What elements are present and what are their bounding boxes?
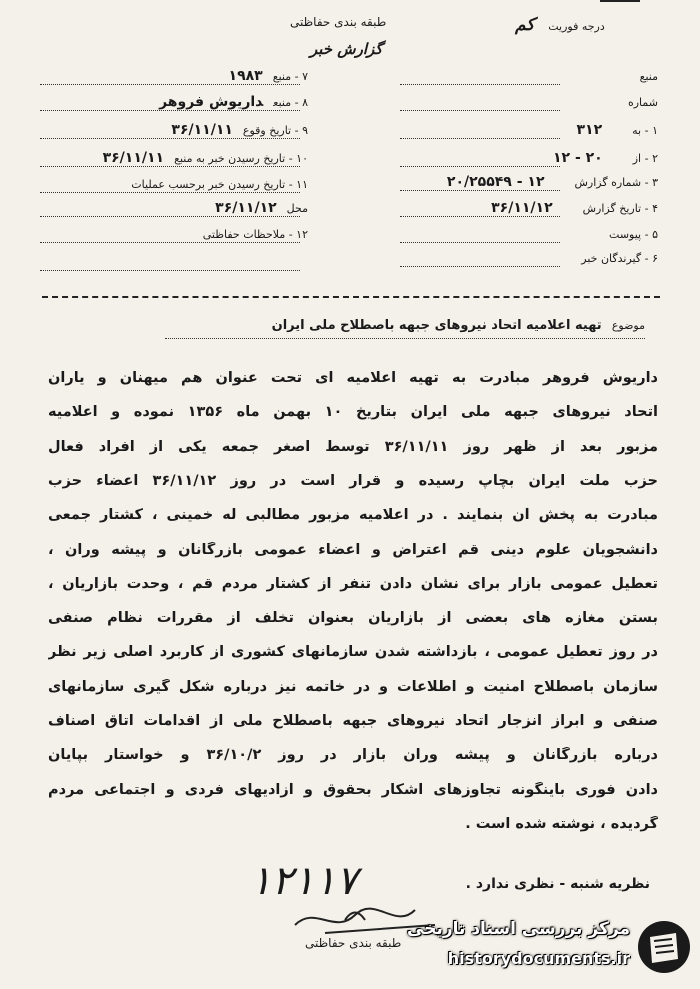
priority-label [515, 15, 605, 35]
field-value: ۱۹۸۳ [228, 68, 263, 84]
top-right-mark [600, 0, 640, 2]
field-dotted-line [400, 84, 560, 85]
left-field [193, 226, 308, 242]
field-value: ۲۰ - ۱۲ [552, 150, 603, 166]
right-field [447, 174, 658, 190]
field-value: داریوش فروهر [159, 94, 264, 110]
body-line: سازمان باصطلاح امنیت و اطلاعات و در خاتمه نیز درباره شکل گیری سازمانهای [48, 678, 658, 695]
right-field [491, 200, 658, 216]
field-dotted-line [400, 110, 560, 111]
subject-label: موضوع [611, 319, 645, 332]
left-field [159, 94, 308, 110]
field-dotted-line [400, 266, 560, 267]
field-value: ۱۲ - ۲۰/۲۵۵۴۹ [446, 174, 545, 190]
body-line: صنفی و ابراز انزجار اتحاد نیروهای جبهه باصطلاح ملی از اقدامات اتاق اصناف [48, 713, 658, 729]
field-label: ۴ - تاریخ گزارش [582, 202, 658, 215]
field-label: منبع [639, 70, 658, 83]
watermark-title: مرکز بررسی اسناد تاریخی [407, 919, 630, 939]
field-label: ۳ - شماره گزارش [574, 176, 658, 189]
field-label: شماره [627, 96, 658, 109]
field-label: ۱۲ - ملاحظات حفاظتی [202, 228, 308, 241]
subject-line [272, 318, 645, 333]
field-value: ۳۱۲ [576, 122, 603, 138]
priority-value: کم [515, 15, 535, 35]
left-field [171, 122, 308, 138]
subject-underline [165, 338, 645, 339]
watermark-url: historydocuments.ir [447, 949, 630, 968]
field-label: ۲ - از [632, 152, 658, 165]
field-value: ۳۶/۱۱/۱۲ [491, 200, 553, 216]
field-label: ۶ - گیرندگان خبر [581, 252, 658, 265]
body-line: گردیده ، نوشته شده است . [465, 815, 658, 832]
report-title: گزارش خبر [310, 40, 383, 58]
document-center-logo-icon [636, 919, 692, 975]
body-line: بستن مغازه های بعضی از بازاریان بعنوان تخلف از مقررات نظام صنفی [48, 610, 658, 627]
field-label: ۸ - منبع [273, 96, 308, 109]
field-label: ۹ - تاریخ وقوع [242, 124, 308, 137]
field-dotted-line [400, 190, 560, 191]
field-dotted-line [400, 242, 560, 243]
field-dotted-line [400, 166, 560, 167]
body-line: اتحاد نیروهای جبهه ملی ایران بتاریخ ۱۰ بهمن ماه ۱۳۵۶ نموده و اعلامیه [48, 404, 658, 421]
field-label: ۱ - به [632, 124, 658, 137]
field-dotted-line [40, 192, 300, 193]
field-label: ۷ - منبع [272, 70, 308, 83]
right-field [598, 94, 658, 110]
body-line: در روز تعطیل عمومی ، بازداشته شدن سازمانهای کشوری از کاربرد اصلی زیر نظر [48, 644, 658, 661]
body-line: مزبور بعد از ظهر روز ۳۶/۱۱/۱۱ توسط اصغر جمعه یکی از افراد فعال [48, 438, 658, 455]
right-field [551, 250, 658, 266]
field-value: ۳۶/۱۱/۱۲ [215, 200, 277, 216]
right-field [577, 122, 658, 138]
right-field [553, 150, 658, 166]
field-dotted-line [40, 84, 300, 85]
priority-label-text: درجه فوریت [548, 20, 605, 33]
field-dotted-line [400, 216, 560, 217]
field-dotted-line [400, 138, 560, 139]
left-field [229, 68, 308, 84]
body-line: مبادرت به پخش آن بنمایند . در اعلامیه مزبور مطالبی له خمینی ، کشتار جمعی [48, 507, 658, 524]
body-line: دادن فوری باینگونه تجاوزهای آشکار بحقوق و آزادیهای فردی و اجتماعی مردم [48, 781, 658, 798]
field-dotted-line [40, 242, 300, 243]
field-value: ۳۶/۱۱/۱۱ [171, 122, 233, 138]
footer-stamp: طبقه بندی حفاظتی [305, 936, 402, 950]
body-line: داریوش فروهر مبادرت به تهیه اعلامیه ای تحت عنوان هم میهنان و یاران [48, 370, 658, 386]
header-divider [42, 296, 660, 298]
body-line: دانشجویان علوم دینی قم اعتراض و اعضاء عمومی بازرگانان و پیشه وران ، [48, 541, 658, 558]
field-dotted-line [40, 216, 300, 217]
left-field [121, 176, 308, 192]
field-dotted-line [40, 270, 300, 271]
field-dotted-line [40, 138, 300, 139]
opinion-line: نظریه شنبه - نظری ندارد . [465, 876, 650, 892]
handwritten-number: ۱۲۱۱۷ [250, 858, 358, 904]
field-label: محل [286, 202, 308, 215]
left-field [103, 150, 308, 166]
classification-label: طبقه بندی حفاظتی [290, 15, 387, 29]
field-dotted-line [40, 166, 300, 167]
field-value: ۳۶/۱۱/۱۱ [102, 150, 165, 166]
field-dotted-line [40, 110, 300, 111]
field-label: ۵ - پیوست [609, 228, 658, 241]
field-label: ۱۰ - تاریخ رسیدن خبر به منبع [174, 152, 308, 165]
body-line: حزب ملت ایران بچاپ رسیده و قرار است در روز ۳۶/۱۱/۱۲ اعضاء حزب [48, 472, 658, 489]
body-line: تعطیل عمومی بازار برای نشان دادن تنفر از کشتار مردم قم ، وحدت بازاریان ، [48, 575, 658, 592]
subject-text: تهیه اعلامیه اتحاد نیروهای جبهه باصطلاح ملی ایران [271, 318, 602, 333]
body-line: درباره بازرگانان و پیشه وران بازار در روز ۳۶/۱۰/۲ و خواستار بپایان [48, 747, 658, 764]
right-field [610, 68, 658, 84]
left-field [215, 200, 308, 216]
right-field [579, 226, 658, 242]
watermark [392, 913, 692, 981]
field-label: ۱۱ - تاریخ رسیدن خبر برحسب عملیات [131, 178, 308, 191]
